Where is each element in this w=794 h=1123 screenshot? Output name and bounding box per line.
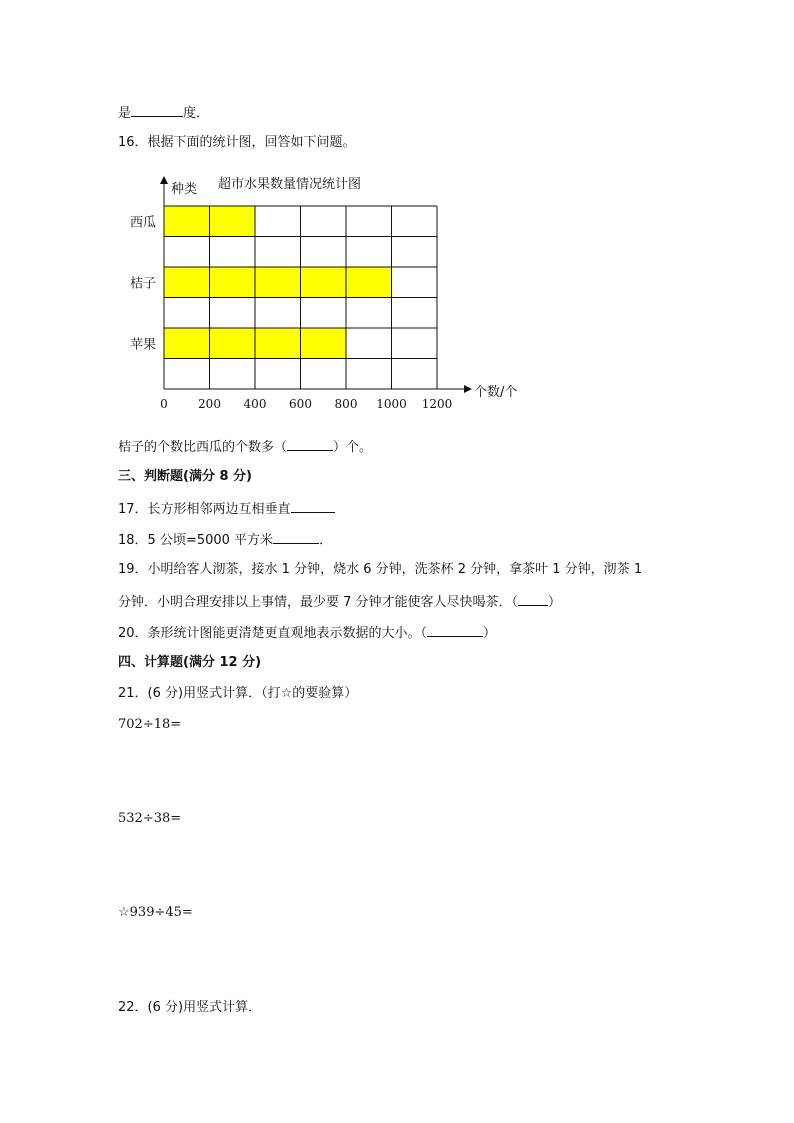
question-16: 16．根据下面的统计图，回答如下问题。	[118, 135, 356, 150]
x-tick-label: 1200	[421, 397, 453, 411]
calc-item-2: 532÷38=	[118, 811, 182, 826]
q19-text2-b: ）	[548, 595, 562, 610]
x-tick-label: 400	[243, 397, 267, 411]
question-17	[118, 499, 335, 519]
category-label: 苹果	[130, 337, 157, 353]
q18-text-b: ．	[319, 533, 333, 548]
x-tick-label: 800	[334, 397, 358, 411]
x-tick-label: 600	[289, 397, 312, 411]
category-label: 桔子	[130, 276, 157, 292]
q18-text-a: 18．5 公顷=5000 平方米	[118, 533, 274, 548]
answer-blank[interactable]	[287, 437, 333, 451]
category-label: 西瓜	[130, 215, 157, 231]
prev-text-b: 度．	[183, 106, 210, 121]
question-19-line-1: 19．小明给客人沏茶，接水 1 分钟，烧水 6 分钟，洗茶杯 2 分钟，拿茶叶 1 分钟，沏茶 1	[118, 562, 643, 577]
question-19-line-2	[118, 592, 561, 612]
chart-title: 超市水果数量情况统计图	[218, 177, 362, 192]
q17-text: 17．长方形相邻两边互相垂直	[118, 502, 291, 517]
question-18	[118, 530, 332, 550]
calc-item-1: 702÷18=	[118, 717, 182, 732]
section-4-heading: 四、计算题(满分 12 分)	[118, 655, 262, 670]
answer-blank[interactable]	[291, 499, 335, 513]
calc-item-3: ☆939÷45=	[118, 905, 193, 920]
answer-blank[interactable]	[427, 623, 483, 637]
x-tick-label: 200	[198, 397, 221, 411]
answer-blank[interactable]	[273, 530, 319, 544]
chart-y-axis-label: 种类	[171, 182, 198, 197]
q19-text2-a: 分钟．小明合理安排以上事情，最少要 7 分钟才能使客人尽快喝茶．（	[118, 595, 519, 610]
q16-sub-text-b: ）个。	[333, 440, 373, 455]
x-tick-label: 1000	[376, 397, 407, 411]
fruit-bar-chart	[0, 0, 794, 420]
question-21: 21．(6 分)用竖式计算．（打☆的要验算）	[118, 686, 358, 701]
bar-1	[164, 267, 392, 298]
q16-sub-text-a: 桔子的个数比西瓜的个数多（	[118, 440, 288, 455]
x-tick-label: 0	[160, 397, 168, 411]
prev-text-a: 是	[118, 106, 132, 121]
q20-text-a: 20．条形统计图能更清楚更直观地表示数据的大小。（	[118, 626, 428, 641]
question-16-sub	[118, 437, 372, 457]
question-20	[118, 623, 496, 643]
chart-x-axis-label: 个数/个	[474, 385, 518, 400]
answer-blank[interactable]	[518, 592, 548, 606]
section-3-heading: 三、判断题(满分 8 分)	[118, 469, 252, 484]
q20-text-b: ）	[483, 626, 497, 641]
chart-plot-area	[130, 178, 470, 411]
question-22: 22．(6 分)用竖式计算．	[118, 1000, 262, 1015]
